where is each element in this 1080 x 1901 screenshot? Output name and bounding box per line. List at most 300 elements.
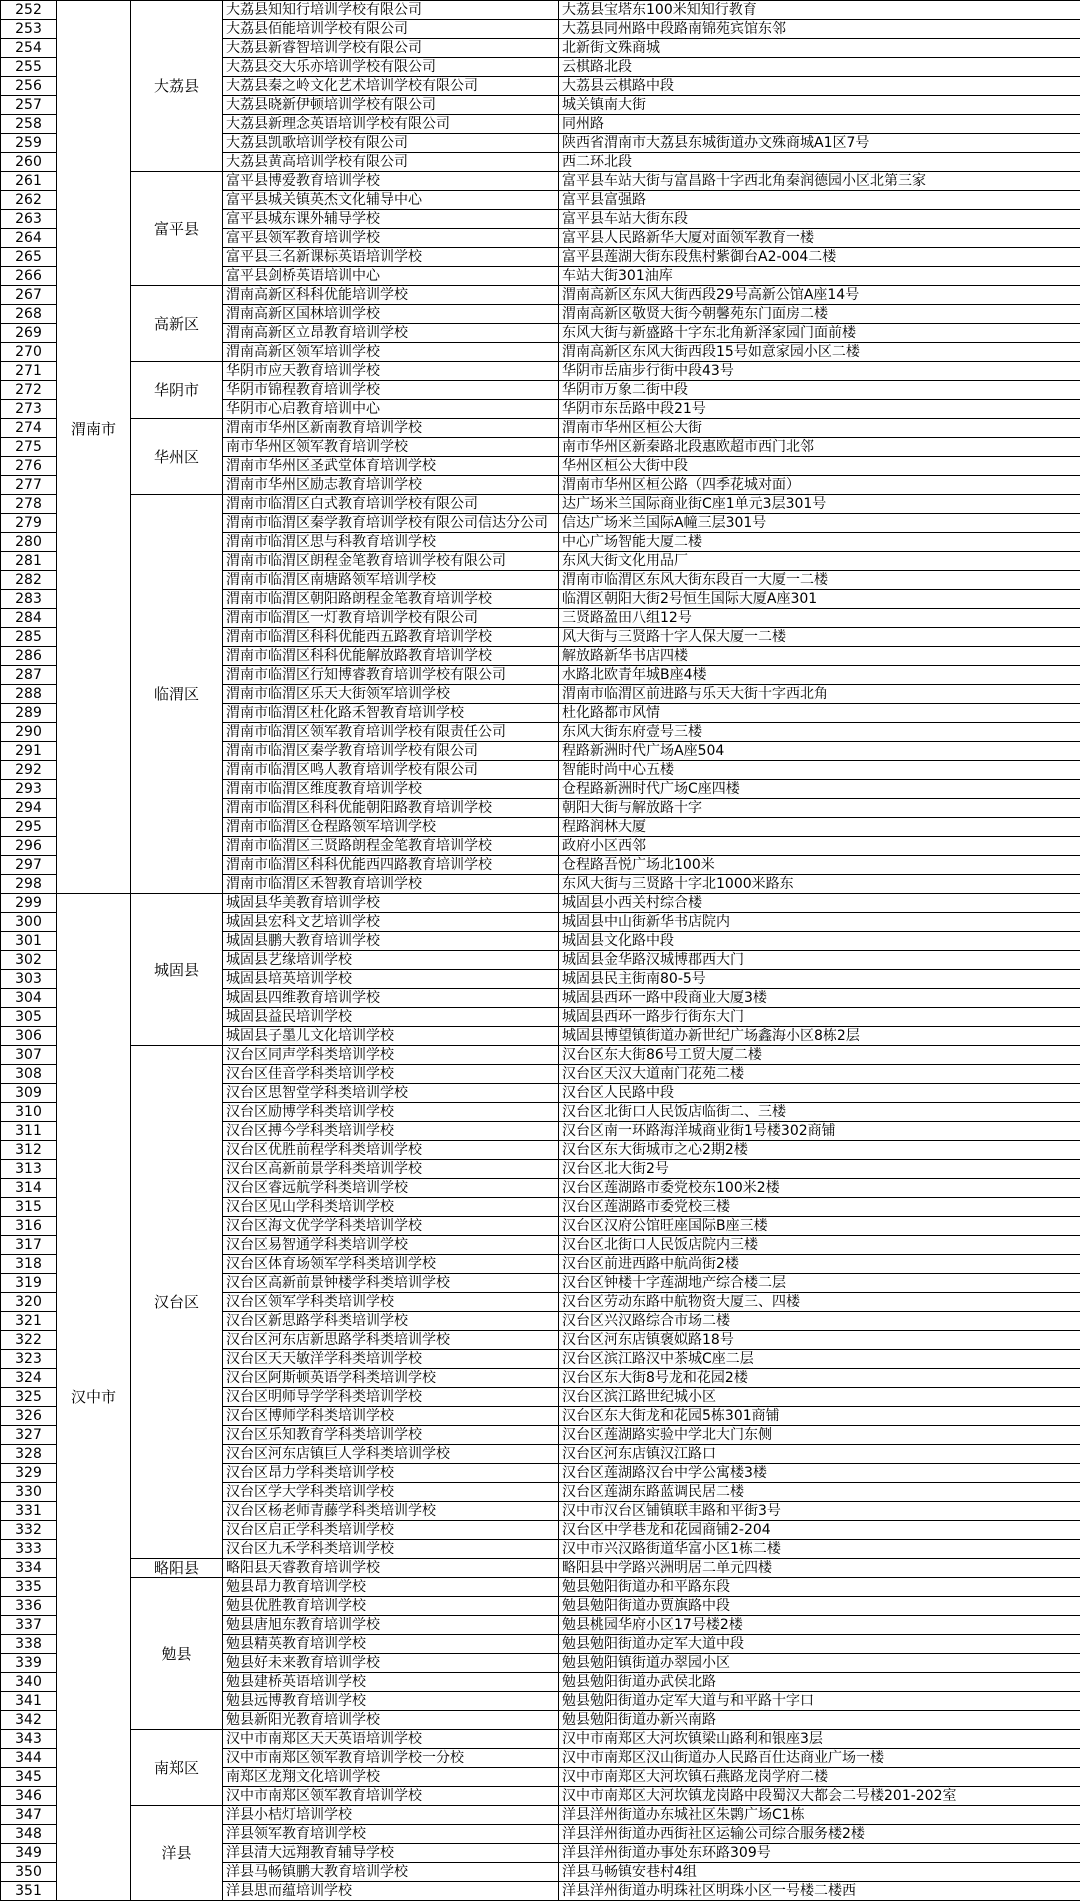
row-number: 272 (1, 381, 57, 400)
row-number: 304 (1, 989, 57, 1008)
institution-name: 汉台区河东店新思路学科类培训学校 (223, 1331, 559, 1350)
row-number: 342 (1, 1711, 57, 1730)
institution-name: 勉县昂力教育培训学校 (223, 1578, 559, 1597)
institution-name: 城固县华美教育培训学校 (223, 894, 559, 913)
table-row (1, 286, 1080, 305)
institution-name: 渭南市华州区新南教育培训学校 (223, 419, 559, 438)
institution-name: 渭南市临渭区科科优能解放路教育培训学校 (223, 647, 559, 666)
institution-address: 华阴市岳庙步行街中段43号 (559, 362, 1080, 381)
row-number: 265 (1, 248, 57, 267)
row-number: 259 (1, 134, 57, 153)
institution-address: 汉中市南郑区大河坎镇龙岗路中段蜀汉大都会二号楼201-202室 (559, 1787, 1080, 1806)
institution-name: 汉台区河东店镇巨人学科类培训学校 (223, 1445, 559, 1464)
row-number: 316 (1, 1217, 57, 1236)
institution-address: 汉台区莲湖路市委党校三楼 (559, 1198, 1080, 1217)
row-number: 306 (1, 1027, 57, 1046)
county-cell: 南郑区 (131, 1730, 223, 1806)
institution-address: 城固县民主街南80-5号 (559, 970, 1080, 989)
row-number: 321 (1, 1312, 57, 1331)
institution-address: 北新街文殊商城 (559, 39, 1080, 58)
county-cell: 临渭区 (131, 495, 223, 894)
institution-address: 汉台区前进西路中航尚街2楼 (559, 1255, 1080, 1274)
row-number: 339 (1, 1654, 57, 1673)
table-row (1, 362, 1080, 381)
institution-name: 南郑区龙翔文化培训学校 (223, 1768, 559, 1787)
row-number: 257 (1, 96, 57, 115)
row-number: 301 (1, 932, 57, 951)
row-number: 264 (1, 229, 57, 248)
row-number: 271 (1, 362, 57, 381)
institution-address: 汉中市南郑区汉山街道办人民路百仕达商业广场一楼 (559, 1749, 1080, 1768)
table-row (1, 495, 1080, 514)
institution-address: 汉中市汉台区铺镇联丰路和平街3号 (559, 1502, 1080, 1521)
institution-address: 汉台区汉府公馆旺座国际B座三楼 (559, 1217, 1080, 1236)
row-number: 340 (1, 1673, 57, 1692)
row-number: 322 (1, 1331, 57, 1350)
row-number: 295 (1, 818, 57, 837)
institution-name: 渭南高新区立昂教育培训学校 (223, 324, 559, 343)
row-number: 262 (1, 191, 57, 210)
institution-address: 三贤路盈田八组12号 (559, 609, 1080, 628)
row-number: 331 (1, 1502, 57, 1521)
institution-address: 汉台区东大街8号龙和花园2楼 (559, 1369, 1080, 1388)
institution-name: 勉县唐旭东教育培训学校 (223, 1616, 559, 1635)
institution-name: 勉县好未来教育培训学校 (223, 1654, 559, 1673)
county-cell: 华州区 (131, 419, 223, 495)
institution-name: 渭南市临渭区鸣人教育培训学校有限公司 (223, 761, 559, 780)
row-number: 252 (1, 1, 57, 20)
institution-address: 汉中市南郑区大河坎镇石燕路龙岗学府二楼 (559, 1768, 1080, 1787)
institution-name: 城固县培英培训学校 (223, 970, 559, 989)
institution-name: 华阴市心启教育培训中心 (223, 400, 559, 419)
institution-address: 仓程路新洲时代广场C座四楼 (559, 780, 1080, 799)
institution-name: 汉台区启正学科类培训学校 (223, 1521, 559, 1540)
institution-name: 渭南市临渭区朝阳路朗程金笔教育培训学校 (223, 590, 559, 609)
row-number: 285 (1, 628, 57, 647)
institution-address: 汉台区人民路中段 (559, 1084, 1080, 1103)
row-number: 282 (1, 571, 57, 590)
institution-name: 渭南市临渭区南塘路领军培训学校 (223, 571, 559, 590)
institution-address: 富平县人民路新华大厦对面领军教育一楼 (559, 229, 1080, 248)
institution-name: 富平县三名新课标英语培训学校 (223, 248, 559, 267)
institution-name: 汉台区同声学科类培训学校 (223, 1046, 559, 1065)
institution-name: 汉台区体育场领军学科类培训学校 (223, 1255, 559, 1274)
institution-address: 东风大街东府壹号三楼 (559, 723, 1080, 742)
row-number: 298 (1, 875, 57, 894)
row-number: 300 (1, 913, 57, 932)
row-number: 284 (1, 609, 57, 628)
institution-name: 渭南高新区国林培训学校 (223, 305, 559, 324)
institution-name: 洋县清大远翔教育辅导学校 (223, 1844, 559, 1863)
institution-name: 渭南高新区领军培训学校 (223, 343, 559, 362)
institution-address: 南市华州区新秦路北段惠欧超市西门北邻 (559, 438, 1080, 457)
row-number: 320 (1, 1293, 57, 1312)
row-number: 280 (1, 533, 57, 552)
institution-name: 渭南市临渭区科科优能西四路教育培训学校 (223, 856, 559, 875)
county-cell: 富平县 (131, 172, 223, 286)
institution-address: 达广场米兰国际商业街C座1单元3层301号 (559, 495, 1080, 514)
institution-name: 大荔县新睿智培训学校有限公司 (223, 39, 559, 58)
institution-address: 程路润林大厦 (559, 818, 1080, 837)
institution-address: 汉台区中学巷龙和花园商铺2-204 (559, 1521, 1080, 1540)
row-number: 345 (1, 1768, 57, 1787)
row-number: 318 (1, 1255, 57, 1274)
row-number: 299 (1, 894, 57, 913)
institution-address: 风大街与三贤路十字人保大厦一二楼 (559, 628, 1080, 647)
institution-address: 临渭区朝阳大街2号恒生国际大厦A座301 (559, 590, 1080, 609)
county-cell: 略阳县 (131, 1559, 223, 1578)
institution-name: 汉台区阿斯顿英语学科类培训学校 (223, 1369, 559, 1388)
institution-address: 洋县洋州街道办东城社区朱鹮广场C1栋 (559, 1806, 1080, 1825)
institution-name: 渭南市临渭区维度教育培训学校 (223, 780, 559, 799)
table-row (1, 1559, 1080, 1578)
institution-name: 汉台区佳音学科类培训学校 (223, 1065, 559, 1084)
institution-address: 汉台区东大街城市之心2期2楼 (559, 1141, 1080, 1160)
institution-name: 汉台区明师导学学科类培训学校 (223, 1388, 559, 1407)
row-number: 338 (1, 1635, 57, 1654)
institution-name: 华阴市应天教育培训学校 (223, 362, 559, 381)
table-row (1, 894, 1080, 913)
row-number: 350 (1, 1863, 57, 1882)
institution-name: 渭南市华州区励志教育培训学校 (223, 476, 559, 495)
row-number: 336 (1, 1597, 57, 1616)
county-cell: 汉台区 (131, 1046, 223, 1559)
institution-address: 渭南市临渭区东风大街东段百一大厦一二楼 (559, 571, 1080, 590)
institution-name: 渭南市临渭区仓程路领军培训学校 (223, 818, 559, 837)
institution-name: 渭南市临渭区行知博睿教育培训学校有限公司 (223, 666, 559, 685)
institution-address: 渭南高新区敬贤大街今朝馨苑东门面房二楼 (559, 305, 1080, 324)
institution-address: 汉台区钟楼十字莲湖地产综合楼二层 (559, 1274, 1080, 1293)
institution-address: 仓程路吾悦广场北100米 (559, 856, 1080, 875)
institution-address: 渭南市华州区桓公路（四季花城对面） (559, 476, 1080, 495)
institution-address: 汉台区河东店镇褒姒路18号 (559, 1331, 1080, 1350)
row-number: 323 (1, 1350, 57, 1369)
institution-address: 汉台区莲湖东路蓝调民居二楼 (559, 1483, 1080, 1502)
institution-name: 汉台区乐知教育学科类培训学校 (223, 1426, 559, 1445)
institution-address: 大荔县宝塔东100米知知行教育 (559, 1, 1080, 20)
institution-address: 东风大街文化用品厂 (559, 552, 1080, 571)
institution-name: 洋县思而蕴培训学校 (223, 1882, 559, 1901)
row-number: 335 (1, 1578, 57, 1597)
institution-address: 汉台区莲湖路实验中学北大门东侧 (559, 1426, 1080, 1445)
institution-name: 大荔县知知行培训学校有限公司 (223, 1, 559, 20)
institution-name: 渭南市临渭区科科优能西五路教育培训学校 (223, 628, 559, 647)
institution-address: 汉台区东大街86号工贸大厦二楼 (559, 1046, 1080, 1065)
row-number: 312 (1, 1141, 57, 1160)
county-cell: 洋县 (131, 1806, 223, 1901)
institution-address: 车站大街301油库 (559, 267, 1080, 286)
institution-name: 大荔县凯歌培训学校有限公司 (223, 134, 559, 153)
table-row (1, 1578, 1080, 1597)
institution-address: 汉台区劳动东路中航物资大厦三、四楼 (559, 1293, 1080, 1312)
institution-name: 大荔县秦之岭文化艺术培训学校有限公司 (223, 77, 559, 96)
institution-name: 城固县四维教育培训学校 (223, 989, 559, 1008)
institution-name: 略阳县天睿教育培训学校 (223, 1559, 559, 1578)
row-number: 288 (1, 685, 57, 704)
institution-name: 城固县益民培训学校 (223, 1008, 559, 1027)
institution-name: 渭南市临渭区秦学教育培训学校有限公司 (223, 742, 559, 761)
row-number: 263 (1, 210, 57, 229)
row-number: 307 (1, 1046, 57, 1065)
city-cell: 渭南市 (57, 1, 131, 894)
institution-address: 勉县勉阳街道办新兴南路 (559, 1711, 1080, 1730)
institution-address: 城固县博望镇街道办新世纪广场鑫海小区8栋2层 (559, 1027, 1080, 1046)
table-row (1, 1046, 1080, 1065)
row-number: 296 (1, 837, 57, 856)
table-row (1, 1806, 1080, 1825)
institution-name: 洋县小桔灯培训学校 (223, 1806, 559, 1825)
institution-address: 东风大街与三贤路十字北1000米路东 (559, 875, 1080, 894)
institution-name: 汉台区易智通学科类培训学校 (223, 1236, 559, 1255)
institution-address: 西二环北段 (559, 153, 1080, 172)
institution-name: 勉县远博教育培训学校 (223, 1692, 559, 1711)
row-number: 346 (1, 1787, 57, 1806)
row-number: 268 (1, 305, 57, 324)
institution-name: 大荔县佰能培训学校有限公司 (223, 20, 559, 39)
institution-address: 勉县勉阳街道办定军大道中段 (559, 1635, 1080, 1654)
institution-name: 汉台区励博学科类培训学校 (223, 1103, 559, 1122)
institution-address: 水路北欧青年城B座4楼 (559, 666, 1080, 685)
institution-name: 勉县优胜教育培训学校 (223, 1597, 559, 1616)
institution-name: 汉中市南郑区领军教育培训学校 (223, 1787, 559, 1806)
row-number: 255 (1, 58, 57, 77)
institution-name: 汉台区昂力学科类培训学校 (223, 1464, 559, 1483)
row-number: 349 (1, 1844, 57, 1863)
institution-address: 同州路 (559, 115, 1080, 134)
institution-name: 大荔县交大乐亦培训学校有限公司 (223, 58, 559, 77)
institution-address: 朝阳大街与解放路十字 (559, 799, 1080, 818)
row-number: 289 (1, 704, 57, 723)
row-number: 283 (1, 590, 57, 609)
row-number: 276 (1, 457, 57, 476)
institution-name: 汉台区见山学科类培训学校 (223, 1198, 559, 1217)
city-cell: 汉中市 (57, 894, 131, 1901)
row-number: 273 (1, 400, 57, 419)
row-number: 313 (1, 1160, 57, 1179)
row-number: 332 (1, 1521, 57, 1540)
institution-address: 汉中市南郑区大河坎镇梁山路利和银座3层 (559, 1730, 1080, 1749)
institution-address: 汉台区南一环路海洋城商业街1号楼302商铺 (559, 1122, 1080, 1141)
institution-address: 城固县西环一路中段商业大厦3楼 (559, 989, 1080, 1008)
row-number: 333 (1, 1540, 57, 1559)
institution-name: 渭南市临渭区秦学教育培训学校有限公司信达分公司 (223, 514, 559, 533)
institution-address: 富平县富强路 (559, 191, 1080, 210)
institution-address: 洋县洋州街道办事处东环路309号 (559, 1844, 1080, 1863)
institution-name: 城固县子墨儿文化培训学校 (223, 1027, 559, 1046)
row-number: 279 (1, 514, 57, 533)
row-number: 303 (1, 970, 57, 989)
institution-name: 渭南市临渭区一灯教育培训学校有限公司 (223, 609, 559, 628)
institution-address: 勉县勉阳街道办定军大道与和平路十字口 (559, 1692, 1080, 1711)
row-number: 290 (1, 723, 57, 742)
row-number: 310 (1, 1103, 57, 1122)
row-number: 291 (1, 742, 57, 761)
row-number: 317 (1, 1236, 57, 1255)
institution-address: 勉县勉阳镇街道办翠园小区 (559, 1654, 1080, 1673)
institution-address: 洋县洋州街道办西街社区运输公司综合服务楼2楼 (559, 1825, 1080, 1844)
row-number: 308 (1, 1065, 57, 1084)
table-body (1, 1, 1080, 1901)
institution-name: 勉县建桥英语培训学校 (223, 1673, 559, 1692)
table-row (1, 172, 1080, 191)
institution-name: 南市华州区领军教育培训学校 (223, 438, 559, 457)
institution-address: 汉台区莲湖路市委党校东100米2楼 (559, 1179, 1080, 1198)
row-number: 334 (1, 1559, 57, 1578)
institution-address: 智能时尚中心五楼 (559, 761, 1080, 780)
row-number: 269 (1, 324, 57, 343)
institution-name: 渭南市华州区圣武堂体育培训学校 (223, 457, 559, 476)
institution-name: 渭南市临渭区思与科教育培训学校 (223, 533, 559, 552)
row-number: 266 (1, 267, 57, 286)
institution-address: 城关镇南大街 (559, 96, 1080, 115)
institution-name: 大荔县黄高培训学校有限公司 (223, 153, 559, 172)
row-number: 343 (1, 1730, 57, 1749)
institution-address: 汉台区东大街龙和花园5栋301商铺 (559, 1407, 1080, 1426)
institution-address: 信达广场米兰国际A幢三层301号 (559, 514, 1080, 533)
institution-name: 渭南市临渭区科科优能朝阳路教育培训学校 (223, 799, 559, 818)
institution-address: 富平县莲湖大街东段焦村紫御台A2-004二楼 (559, 248, 1080, 267)
institution-name: 富平县领军教育培训学校 (223, 229, 559, 248)
institution-address: 城固县西环一路步行街东大门 (559, 1008, 1080, 1027)
row-number: 281 (1, 552, 57, 571)
row-number: 324 (1, 1369, 57, 1388)
institution-name: 渭南市临渭区白式教育培训学校有限公司 (223, 495, 559, 514)
institution-name: 汉台区优胜前程学科类培训学校 (223, 1141, 559, 1160)
institution-address: 汉台区兴汉路综合市场二楼 (559, 1312, 1080, 1331)
row-number: 277 (1, 476, 57, 495)
institution-address: 汉台区北街口人民饭店院内三楼 (559, 1236, 1080, 1255)
institution-address: 勉县勉阳街道办武侯北路 (559, 1673, 1080, 1692)
row-number: 309 (1, 1084, 57, 1103)
row-number: 287 (1, 666, 57, 685)
institution-name: 勉县精英教育培训学校 (223, 1635, 559, 1654)
institution-name: 渭南市临渭区杜化路禾智教育培训学校 (223, 704, 559, 723)
institution-name: 汉台区海文优学学科类培训学校 (223, 1217, 559, 1236)
institution-address: 渭南高新区东风大街西段15号如意家园小区二楼 (559, 343, 1080, 362)
institution-name: 富平县博爱教育培训学校 (223, 172, 559, 191)
institution-name: 大荔县新理念英语培训学校有限公司 (223, 115, 559, 134)
institution-address: 大荔县同州路中段路南锦苑宾馆东邻 (559, 20, 1080, 39)
institution-address: 程路新洲时代广场A座504 (559, 742, 1080, 761)
institution-name: 大荔县晓新伊顿培训学校有限公司 (223, 96, 559, 115)
institution-address: 中心广场智能大厦二楼 (559, 533, 1080, 552)
institution-name: 渭南市临渭区领军教育培训学校有限责任公司 (223, 723, 559, 742)
table-row (1, 1730, 1080, 1749)
institution-name: 汉台区博师学科类培训学校 (223, 1407, 559, 1426)
institution-address: 云棋路北段 (559, 58, 1080, 77)
institution-name: 汉台区高新前景学科类培训学校 (223, 1160, 559, 1179)
institution-address: 汉中市兴汉路街道华富小区1栋二楼 (559, 1540, 1080, 1559)
institution-name: 汉台区天天敏洋学科类培训学校 (223, 1350, 559, 1369)
row-number: 314 (1, 1179, 57, 1198)
row-number: 341 (1, 1692, 57, 1711)
institution-address: 富平县车站大街东段 (559, 210, 1080, 229)
row-number: 327 (1, 1426, 57, 1445)
institution-address: 略阳县中学路兴洲明居二单元四楼 (559, 1559, 1080, 1578)
institution-address: 勉县勉阳街道办贾旗路中段 (559, 1597, 1080, 1616)
row-number: 329 (1, 1464, 57, 1483)
institution-address: 富平县车站大街与富昌路十字西北角秦润德园小区北第三家 (559, 172, 1080, 191)
institution-address: 汉台区北大街2号 (559, 1160, 1080, 1179)
institution-address: 渭南市临渭区前进路与乐天大街十字西北角 (559, 685, 1080, 704)
institution-name: 汉台区新思路学科类培训学校 (223, 1312, 559, 1331)
row-number: 254 (1, 39, 57, 58)
institution-name: 汉台区思智堂学科类培训学校 (223, 1084, 559, 1103)
row-number: 258 (1, 115, 57, 134)
institution-address: 汉台区天汉大道南门花苑二楼 (559, 1065, 1080, 1084)
row-number: 297 (1, 856, 57, 875)
institution-name: 勉县新阳光教育培训学校 (223, 1711, 559, 1730)
row-number: 348 (1, 1825, 57, 1844)
institution-name: 渭南高新区科科优能培训学校 (223, 286, 559, 305)
institution-address: 汉台区滨江路世纪城小区 (559, 1388, 1080, 1407)
row-number: 274 (1, 419, 57, 438)
row-number: 319 (1, 1274, 57, 1293)
institution-name: 华阴市锦程教育培训学校 (223, 381, 559, 400)
institution-name: 渭南市临渭区三贤路朗程金笔教育培训学校 (223, 837, 559, 856)
institution-address: 城固县文化路中段 (559, 932, 1080, 951)
row-number: 344 (1, 1749, 57, 1768)
row-number: 326 (1, 1407, 57, 1426)
institution-name: 渭南市临渭区禾智教育培训学校 (223, 875, 559, 894)
institution-name: 汉中市南郑区天天英语培训学校 (223, 1730, 559, 1749)
row-number: 261 (1, 172, 57, 191)
institution-name: 富平县城东课外辅导学校 (223, 210, 559, 229)
institution-name: 城固县鹏大教育培训学校 (223, 932, 559, 951)
row-number: 256 (1, 77, 57, 96)
institution-name: 汉台区搏今学科类培训学校 (223, 1122, 559, 1141)
row-number: 267 (1, 286, 57, 305)
institution-address: 城固县小西关村综合楼 (559, 894, 1080, 913)
row-number: 270 (1, 343, 57, 362)
institution-address: 汉台区莲湖路汉台中学公寓楼3楼 (559, 1464, 1080, 1483)
county-cell: 华阴市 (131, 362, 223, 419)
table-row (1, 419, 1080, 438)
institution-name: 汉台区睿远航学科类培训学校 (223, 1179, 559, 1198)
institution-name: 汉台区九禾学科类培训学校 (223, 1540, 559, 1559)
row-number: 260 (1, 153, 57, 172)
row-number: 292 (1, 761, 57, 780)
row-number: 253 (1, 20, 57, 39)
row-number: 325 (1, 1388, 57, 1407)
county-cell: 勉县 (131, 1578, 223, 1730)
institution-name: 渭南市临渭区朗程金笔教育培训学校有限公司 (223, 552, 559, 571)
county-cell: 大荔县 (131, 1, 223, 172)
row-number: 278 (1, 495, 57, 514)
institution-name: 汉台区高新前景钟楼学科类培训学校 (223, 1274, 559, 1293)
institution-address: 大荔县云棋路中段 (559, 77, 1080, 96)
row-number: 286 (1, 647, 57, 666)
institution-name: 洋县马畅镇鹏大教育培训学校 (223, 1863, 559, 1882)
row-number: 293 (1, 780, 57, 799)
institution-name: 渭南市临渭区乐天大街领军培训学校 (223, 685, 559, 704)
county-cell: 城固县 (131, 894, 223, 1046)
institution-name: 富平县剑桥英语培训中心 (223, 267, 559, 286)
institution-address: 勉县勉阳街道办和平路东段 (559, 1578, 1080, 1597)
row-number: 337 (1, 1616, 57, 1635)
institution-address: 解放路新华书店四楼 (559, 647, 1080, 666)
row-number: 275 (1, 438, 57, 457)
institution-address: 汉台区北街口人民饭店临街二、三楼 (559, 1103, 1080, 1122)
institution-address: 城固县中山街新华书店院内 (559, 913, 1080, 932)
row-number: 330 (1, 1483, 57, 1502)
institution-name: 汉台区领军学科类培训学校 (223, 1293, 559, 1312)
institution-name: 城固县宏科文艺培训学校 (223, 913, 559, 932)
institution-address: 勉县桃园华府小区17号楼2楼 (559, 1616, 1080, 1635)
row-number: 328 (1, 1445, 57, 1464)
row-number: 315 (1, 1198, 57, 1217)
institution-address: 洋县马畅镇安巷村4组 (559, 1863, 1080, 1882)
